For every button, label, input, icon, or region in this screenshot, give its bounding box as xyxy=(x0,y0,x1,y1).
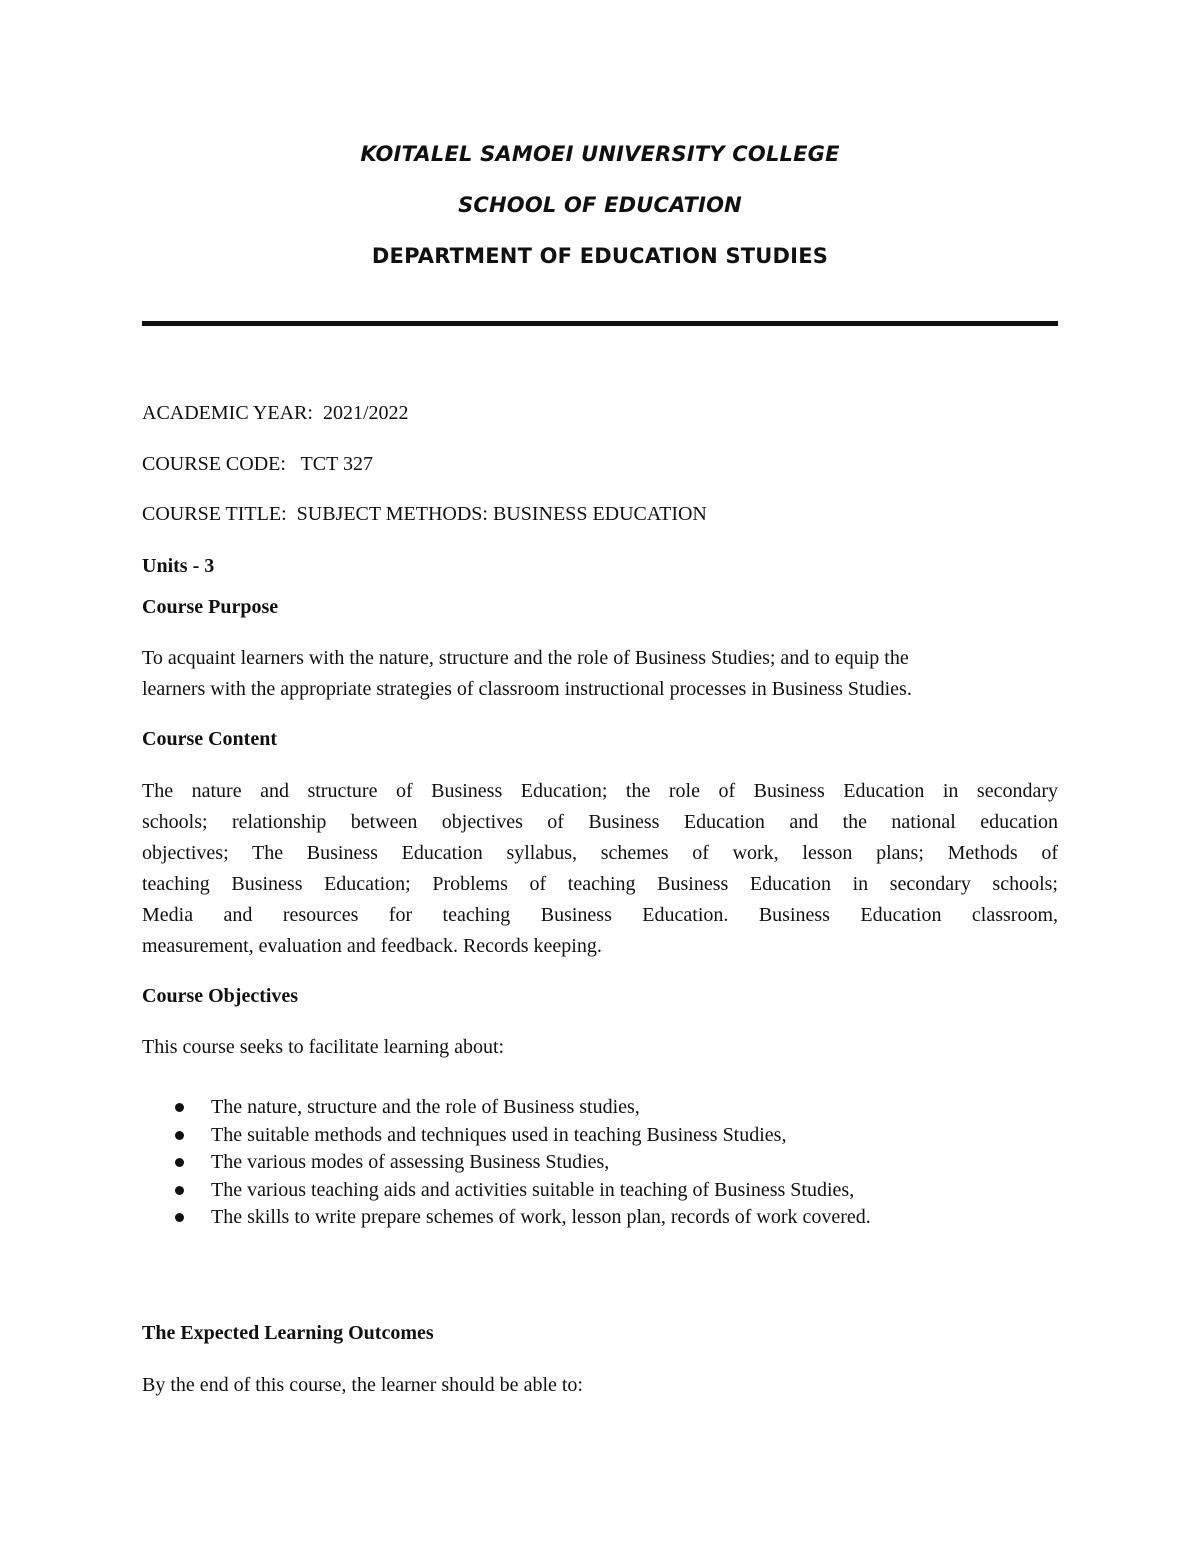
course-code-row xyxy=(142,453,373,476)
course-code-value: TCT 327 xyxy=(300,453,373,475)
bullet-icon xyxy=(175,1158,184,1167)
learning-outcomes-heading: The Expected Learning Outcomes xyxy=(142,1322,434,1344)
course-purpose-heading: Course Purpose xyxy=(142,596,279,618)
objective-text: The nature, structure and the role of Business studies, xyxy=(211,1096,640,1118)
academic-year-row xyxy=(142,402,409,425)
list-item xyxy=(142,1122,1058,1150)
content-line: teaching Business Education; Problems of teaching Business Education in secondary schools; xyxy=(142,873,1058,895)
list-item xyxy=(142,1204,1058,1232)
objective-text: The skills to write prepare schemes of work, lesson plan, records of work covered. xyxy=(211,1206,871,1228)
units-label: Units - 3 xyxy=(142,555,215,577)
objectives-intro: This course seeks to facilitate learning about: xyxy=(142,1036,505,1058)
list-item xyxy=(142,1149,1058,1177)
bullet-icon xyxy=(175,1213,184,1222)
academic-year-label: ACADEMIC YEAR: xyxy=(142,402,313,424)
bullet-icon xyxy=(175,1131,184,1140)
purpose-line: learners with the appropriate strategies of classroom instructional processes in Business Studies. xyxy=(142,678,912,700)
header-divider xyxy=(142,321,1058,326)
learning-outcomes-intro: By the end of this course, the learner should be able to: xyxy=(142,1374,583,1396)
purpose-line: To acquaint learners with the nature, structure and the role of Business Studies; and to equip the xyxy=(142,647,909,669)
school-title: SCHOOL OF EDUCATION xyxy=(458,193,742,217)
course-content-text xyxy=(142,776,1058,962)
objective-text: The various modes of assessing Business Studies, xyxy=(211,1151,610,1173)
course-title-value: SUBJECT METHODS: BUSINESS EDUCATION xyxy=(296,503,707,525)
course-content-heading: Course Content xyxy=(142,728,277,750)
department-title: DEPARTMENT OF EDUCATION STUDIES xyxy=(371,244,829,268)
objective-text: The suitable methods and techniques used in teaching Business Studies, xyxy=(211,1123,787,1146)
objectives-list xyxy=(142,1094,1058,1232)
content-line: measurement, evaluation and feedback. Records keeping. xyxy=(142,935,602,957)
content-line: schools; relationship between objectives of Business Education and the national education xyxy=(142,811,1058,833)
content-line: The nature and structure of Business Education; the role of Business Education in secondary xyxy=(142,780,1058,802)
institution-title: KOITALEL SAMOEI UNIVERSITY COLLEGE xyxy=(360,142,840,166)
objective-text: The various teaching aids and activities suitable in teaching of Business Studies, xyxy=(211,1178,855,1201)
course-title-label: COURSE TITLE: xyxy=(142,503,287,525)
academic-year-value: 2021/2022 xyxy=(322,402,409,424)
course-title-row xyxy=(142,503,707,526)
content-line: objectives; The Business Education syllabus, schemes of work, lesson plans; Methods of xyxy=(142,842,1058,864)
bullet-icon xyxy=(175,1103,184,1112)
list-item xyxy=(142,1177,1058,1205)
list-item xyxy=(142,1094,1058,1122)
bullet-icon xyxy=(175,1186,184,1195)
content-line: Media and resources for teaching Business Education. Business Education classroom, xyxy=(142,904,1058,926)
course-code-label: COURSE CODE: xyxy=(142,453,286,475)
course-purpose-text xyxy=(142,643,1058,705)
course-objectives-heading: Course Objectives xyxy=(142,985,299,1007)
